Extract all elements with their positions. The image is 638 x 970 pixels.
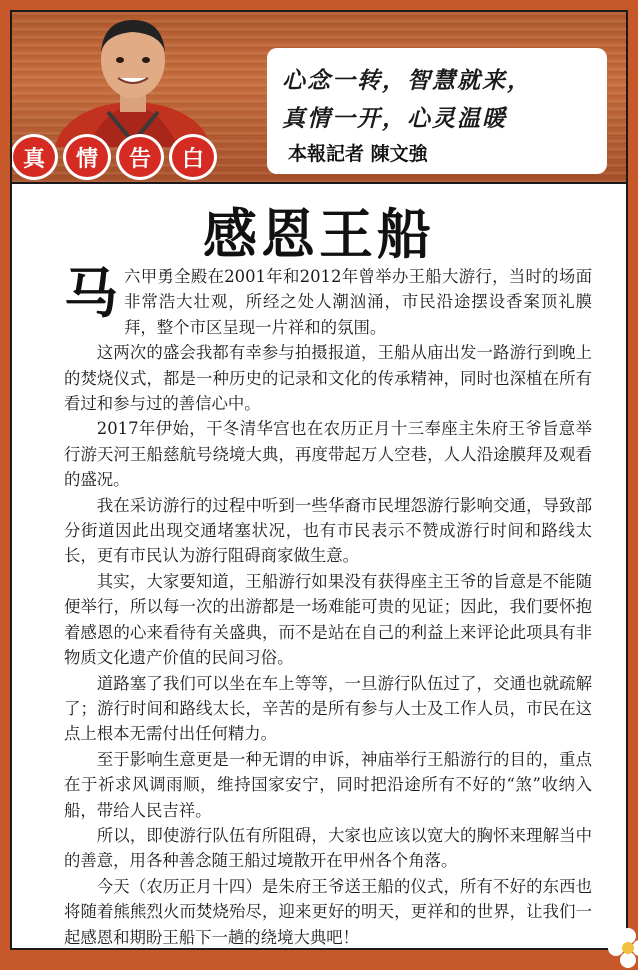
- paragraph-6: 道路塞了我们可以坐在车上等等，一旦游行队伍过了，交通也就疏解了；游行时间和路线太长，辛苦的是所有参与人士及工作人员，市民在这点上根本无需付出任何精力。: [64, 673, 592, 744]
- paragraph-2: 这两次的盛会我都有幸参与拍摄报道，王船从庙出发一路游行到晚上的焚烧仪式，都是一种历史的记录和文化的传承精神，同时也深植在所有看过和参与过的善信心中。: [64, 343, 592, 414]
- badge-char-3: 告: [116, 134, 164, 180]
- paragraph-4: 我在采访游行的过程中听到一些华裔市民埋怨游行影响交通，导致部分街道因此出现交通堵塞状况，也有市民表示不赞成游行时间和路线太长，更有市民认为游行阻碍商家做生意。: [64, 495, 592, 566]
- badge-char-4: 白: [169, 134, 217, 180]
- drop-cap: 马: [64, 261, 118, 325]
- paragraph-8: 所以，即使游行队伍有所阻碍，大家也应该以宽大的胸怀来理解当中的善意，用各种善念随王船过境散开在甲州各个角落。: [64, 825, 592, 871]
- article-title: 感恩王船: [203, 203, 435, 266]
- article-frame: [10, 10, 628, 950]
- paragraph-5: 其实，大家要知道，王船游行如果没有获得座主王爷的旨意是不能随便举行，所以每一次的出游都是一场难能可贵的见证；因此，我们要怀抱着感恩的心来看待有关盛典，而不是站在自己的利益上来评论此项具有非物质文化遗产价值的民间习俗。: [64, 571, 592, 668]
- column-badge: [10, 134, 217, 180]
- paragraph-7: 至于影响生意更是一种无谓的申诉，神庙举行王船游行的目的，重点在于祈求风调雨顺，维持国家安宁，同时把沿途所有不好的“煞”收纳入船，带给人民吉祥。: [64, 749, 592, 820]
- paragraph-1: [64, 261, 592, 340]
- badge-char-1: 真: [10, 134, 58, 180]
- slogan-line-1: 心念一转，智慧就来，: [282, 67, 532, 94]
- paragraph-9: 今天（农历正月十四）是朱府王爷送王船的仪式，所有不好的东西也将随着熊熊烈火而焚烧殆尽，迎来更好的明天，更祥和的世界，让我们一起感恩和期盼王船下一趟的绕境大典吧！: [64, 876, 592, 947]
- flower-ornament-icon: [606, 926, 638, 970]
- reporter-photo: [48, 12, 218, 147]
- article-body: [64, 261, 592, 950]
- paragraph-1-text: 六甲勇全殿在2001年和2012年曾举办王船大游行，当时的场面非常浩大壮观，所经之处人潮汹涌，市民沿途摆设香案顶礼膜拜，整个市区呈现一片祥和的氛围。: [124, 267, 592, 337]
- byline: 本報記者 陳文強: [288, 143, 428, 165]
- slogan-line-2: 真情一开，心灵温暖: [282, 105, 507, 132]
- column-header: [12, 12, 626, 184]
- paragraph-3: 2017年伊始，干冬清华宫也在农历正月十三奉座主朱府王爷旨意举行游天河王船慈航号绕境大典，再度带起万人空巷，人人沿途膜拜及观看的盛况。: [64, 419, 592, 490]
- badge-char-2: 情: [63, 134, 111, 180]
